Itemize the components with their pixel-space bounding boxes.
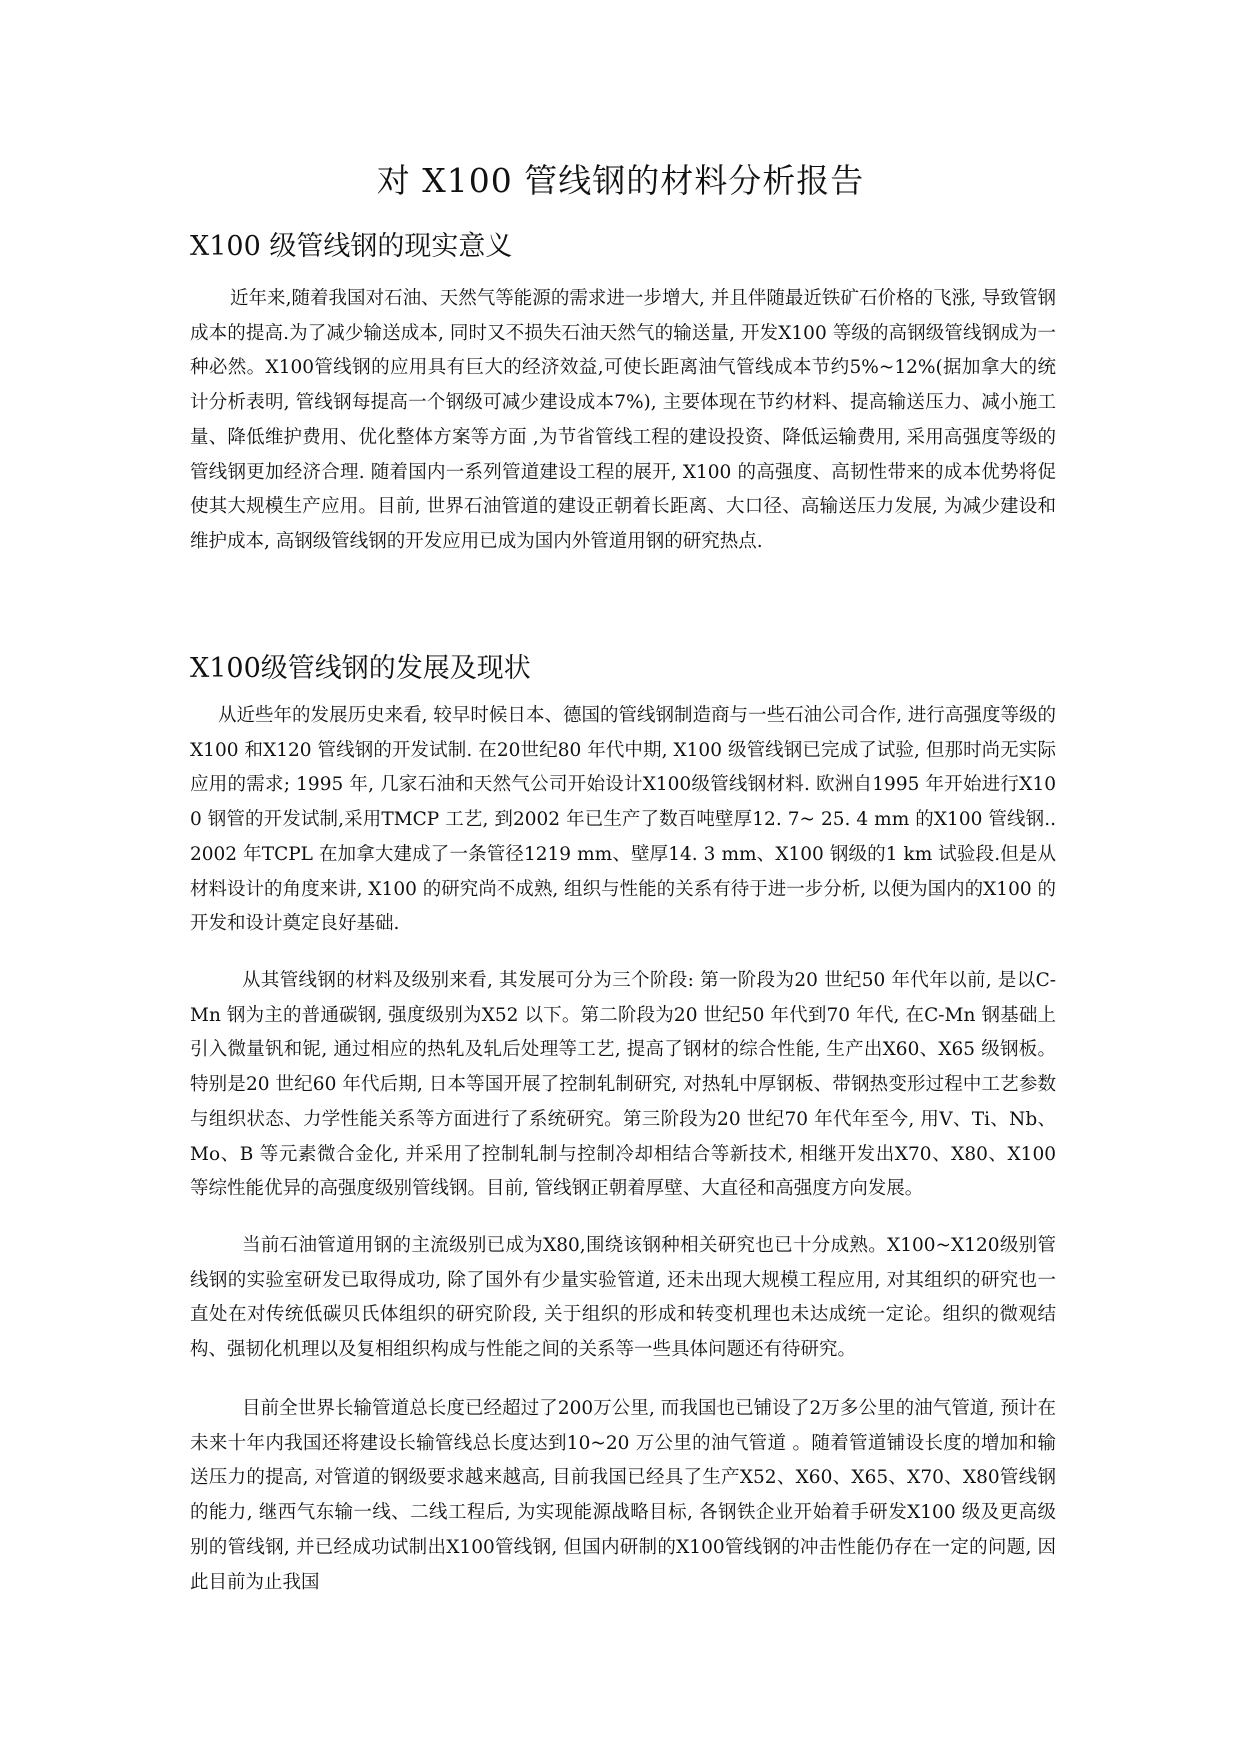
paragraph: 近年来,随着我国对石油、天然气等能源的需求进一步增大, 并且伴随最近铁矿石价格的飞涨, 导致管钢成本的提高.为了减少输送成本, 同时又不损失石油天然气的输送量, 开发X100 等级的高钢级管线钢成为一种必然。X100管线钢的应用具有巨大的经济效益,可使长距离油气管线成本节约5%~12%(据加拿大的统计分析表明, 管线钢每提高一个钢级可减少建设成本7%), 主要体现在节约材料、提高输送压力、减小施工量、降低维护费用、优化整体方案等方面 ,为节省管线工程的建设投资、降低运输费用, 采用高强度等级的管线钢更加经济合理. 随着国内一系列管道建设工程的展开, X100 的高强度、高韧性带来的成本优势将促使其大规模生产应用。目前, 世界石油管道的建设正朝着长距离、大口径、高输送压力发展, 为减少建设和维护成本, 高钢级管线钢的开发应用已成为国内外管道用钢的研究热点. bbox=[190, 288, 1056, 552]
paragraph: 从近些年的发展历史来看, 较早时候日本、德国的管线钢制造商与一些石油公司合作, 进行高强度等级的X100 和X120 管线钢的开发试制. 在20世纪80 年代中期, X100 级管线钢已完成了试验, 但那时尚无实际应用的需求; 1995 年, 几家石油和天然气公司开始设计X100级管线钢材料. 欧洲自1995 年开始进行X100 钢管的开发试制,采用TMCP 工艺, 到2002 年已生产了数百吨壁厚12. 7~ 25. 4 mm 的X100 管线钢.. 2002 年TCPL 在加拿大建成了一条管径1219 mm、壁厚14. 3 mm、X100 钢级的1 km 试验段.但是从材料设计的角度来讲, X100 的研究尚不成熟, 组织与性能的关系有待于进一步分析, 以便为国内的X100 的开发和设计奠定良好基础. bbox=[190, 705, 1056, 935]
document-title: 对 X100 管线钢的材料分析报告 bbox=[376, 161, 865, 200]
section-heading-development: X100级管线钢的发展及现状 bbox=[190, 653, 531, 684]
paragraph: 目前全世界长输管道总长度已经超过了200万公里, 而我国也已铺设了2万多公里的油气管道, 预计在未来十年内我国还将建设长输管线总长度达到10~20 万公里的油气管道 。随着管道铺设长度的增加和输送压力的提高, 对管道的钢级要求越来越高, 目前我国已经具了生产X52、X60、X65、X70、X80管线钢的能力, 继西气东输一线、二线工程后, 为实现能源战略目标, 各钢铁企业开始着手研发X100 级及更高级别的管线钢, 并已经成功试制出X100管线钢, 但国内研制的X100管线钢的冲击性能仍存在一定的问题, 因此目前为止我国 bbox=[190, 1398, 1056, 1593]
paragraph: 从其管线钢的材料及级别来看, 其发展可分为三个阶段: 第一阶段为20 世纪50 年代年以前, 是以C-Mn 钢为主的普通碳钢, 强度级别为X52 以下。第二阶段为20 世纪50 年代到70 年代, 在C-Mn 钢基础上引入微量钒和铌, 通过相应的热轧及轧后处理等工艺, 提高了钢材的综合性能, 生产出X60、X65 级钢板。特别是20 世纪60 年代后期, 日本等国开展了控制轧制研究, 对热轧中厚钢板、带钢热变形过程中工艺参数与组织状态、力学性能关系等方面进行了系统研究。第三阶段为20 世纪70 年代年至今, 用V、Ti、Nb、Mo、B 等元素微合金化, 并采用了控制轧制与控制冷却相结合等新技术, 相继开发出X70、X80、X100 等综性能优异的高强度级别管线钢。目前, 管线钢正朝着厚壁、大直径和高强度方向发展。 bbox=[190, 970, 1056, 1200]
section-heading-significance: X100 级管线钢的现实意义 bbox=[190, 231, 513, 262]
paragraph: 当前石油管道用钢的主流级别已成为X80,围绕该钢种相关研究也已十分成熟。X100~X120级别管线钢的实验室研发已取得成功, 除了国外有少量实验管道, 还未出现大规模工程应用, 对其组织的研究也一直处在对传统低碳贝氏体组织的研究阶段, 关于组织的形成和转变机理也未达成统一定论。组织的微观结构、强韧化机理以及复相组织构成与性能之间的关系等一些具体问题还有待研究。 bbox=[190, 1235, 1056, 1361]
